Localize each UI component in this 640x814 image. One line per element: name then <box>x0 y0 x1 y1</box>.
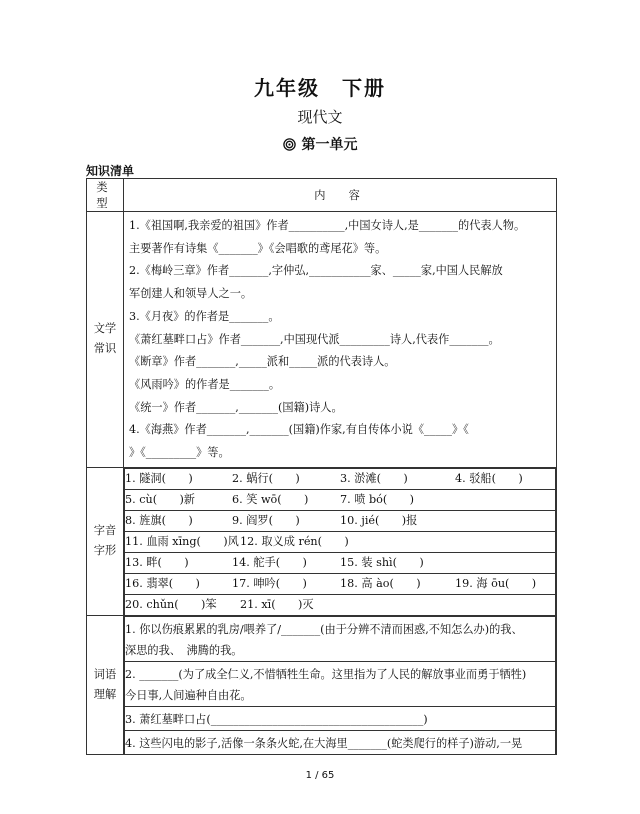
literature-content <box>124 212 557 468</box>
pronunciation-row <box>125 510 556 531</box>
pronunciation-item: 10. jié( )报 <box>340 513 418 527</box>
pronunciation-row <box>125 531 556 552</box>
category-label: 词语理解 <box>93 667 117 701</box>
vocabulary-line: 3. 萧红墓畔口占(______________________________________) <box>125 712 428 726</box>
pronunciation-item: 14. 舵手( ) <box>232 555 307 569</box>
pronunciation-item: 3. 淤滩( ) <box>340 471 408 485</box>
unit-heading <box>0 134 640 154</box>
literature-line: 2.《梅岭三章》作者_______,字仲弘,___________家、_____家,中国人民解放 <box>129 264 503 278</box>
literature-line: 主要著作有诗集《_______》《会唱歌的鸢尾花》等。 <box>129 241 387 255</box>
pronunciation-item: 17. 呻吟( ) <box>232 576 307 590</box>
category-vocabulary <box>87 615 124 754</box>
literature-line: 1.《祖国啊,我亲爱的祖国》作者__________,中国女诗人,是_______的代表人物。 <box>129 219 526 232</box>
vocabulary-line: 深思的我、 沸腾的我。 <box>125 643 243 657</box>
pronunciation-item: 6. 笑 wō( ) <box>232 492 309 506</box>
literature-line: 军创建人和领导人之一。 <box>129 287 253 301</box>
category-label: 文学常识 <box>93 322 117 356</box>
pronunciation-item: 8. 旌旗( ) <box>125 513 193 527</box>
literature-line: 》《_________》等。 <box>129 446 230 460</box>
vocabulary-row <box>125 616 556 661</box>
pronunciation-item: 11. 血雨 xīng( )风 <box>125 534 239 548</box>
pronunciation-row <box>125 468 556 489</box>
vocabulary-row <box>125 706 556 730</box>
page-number: 1 / 65 <box>305 770 335 781</box>
pronunciation-item: 21. xī( )灭 <box>240 597 314 611</box>
vocabulary-row <box>125 730 556 754</box>
literature-line: 《风雨吟》的作者是_______。 <box>129 377 281 391</box>
category-pronunciation <box>87 467 124 615</box>
pronunciation-item: 15. 装 shì( ) <box>340 555 424 569</box>
literature-line: 《统一》作者_______,_______(国籍)诗人。 <box>129 400 343 414</box>
vocabulary-line: 4. 这些闪电的影子,活像一条条火蛇,在大海里_______(蛇类爬行的样子)游动,一晃 <box>125 736 523 750</box>
pronunciation-item: 16. 翡翠( ) <box>125 576 200 590</box>
pronunciation-item: 19. 海 ōu( ) <box>455 576 537 590</box>
pronunciation-item: 12. 取义成 rén( ) <box>240 534 349 548</box>
knowledge-table <box>86 178 557 755</box>
literature-line: 《萧红墓畔口占》作者_______,中国现代派_________诗人,代表作_______。 <box>129 332 500 346</box>
unit-title: 第一单元 <box>301 137 358 153</box>
pronunciation-row <box>125 594 556 615</box>
page-subtitle: 现代文 <box>297 108 343 126</box>
col-header-content: 内 容 <box>124 179 557 212</box>
vocabulary-line: 1. 你以伤痕累累的乳房/喂养了/_______(由于分辨不清而困惑,不知怎么办)的我、 <box>125 622 523 636</box>
pronunciation-grid <box>124 468 556 615</box>
pronunciation-item: 9. 阎罗( ) <box>232 513 300 527</box>
section-label: 知识清单 <box>86 164 135 178</box>
col-header-type: 类 型 <box>87 179 124 212</box>
category-label: 字音字形 <box>93 524 117 558</box>
literature-lines <box>124 212 556 467</box>
table-row <box>87 615 557 754</box>
vocabulary-content <box>124 615 557 754</box>
pronunciation-row <box>125 552 556 573</box>
pronunciation-item: 20. chǔn( )笨 <box>125 597 217 611</box>
pronunciation-item: 7. 喷 bó( ) <box>340 492 414 506</box>
vocabulary-line: 2. _______(为了成全仁义,不惜牺牲生命。这里指为了人民的解放事业而勇于牺牲) <box>125 667 527 681</box>
pronunciation-row <box>125 489 556 510</box>
pronunciation-item: 18. 高 ào( ) <box>340 576 421 590</box>
table-row <box>87 212 557 468</box>
table-header-row <box>87 179 557 212</box>
vocabulary-row <box>125 661 556 706</box>
page-title: 九年级 下册 <box>254 76 386 100</box>
pronunciation-row <box>125 573 556 594</box>
vocabulary-line: 今日事,人间遍种自由花。 <box>125 688 252 702</box>
category-literature <box>87 212 124 468</box>
pronunciation-item: 1. 隧洞( ) <box>125 471 193 485</box>
vocabulary-grid <box>124 616 556 754</box>
pronunciation-item: 13. 畔( ) <box>125 555 189 569</box>
literature-line: 3.《月夜》的作者是_______。 <box>129 309 280 323</box>
pronunciation-item: 4. 驳船( ) <box>455 471 523 485</box>
pronunciation-content <box>124 467 557 615</box>
table-row <box>87 467 557 615</box>
pronunciation-item: 2. 蜗行( ) <box>232 471 300 485</box>
literature-line: 《断章》作者_______,_____派和_____派的代表诗人。 <box>129 355 396 369</box>
target-icon <box>283 138 296 151</box>
pronunciation-item: 5. cù( )新 <box>125 492 195 506</box>
literature-line: 4.《海燕》作者_______,_______(国籍)作家,有自传体小说《_____》《 <box>129 423 469 437</box>
